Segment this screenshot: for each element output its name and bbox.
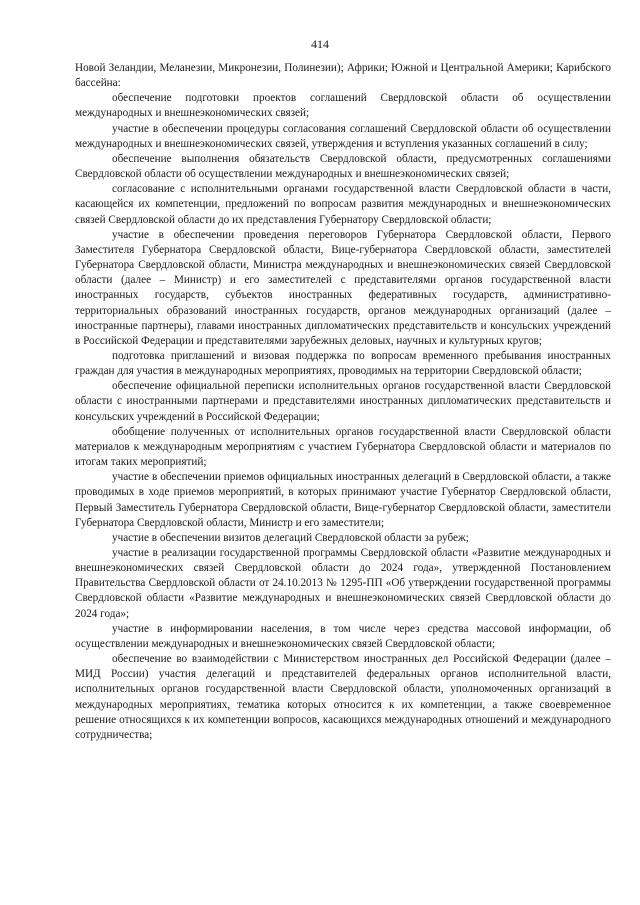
paragraph: участие в обеспечении визитов делегаций Свердловской области за рубеж; <box>112 531 469 544</box>
paragraph-continuation: Новой Зеландии, Меланезии, Микронезии, Полинезии); Африки; Южной и Центральной Америки; Карибского бассейна: <box>75 62 611 90</box>
paragraph: подготовка приглашений и визовая поддержка по вопросам временного пребывания иностранных граждан для участия в международных мероприятиях, проводимых на территории Свердловской области; <box>75 349 611 378</box>
paragraph: участие в информировании населения, в том числе через средства массовой информации, об осуществлении международных и внешнеэкономических связей Свердловской области; <box>75 622 611 650</box>
paragraph: обеспечение официальной переписки исполнительных органов государственной власти Свердловской области с иностранными партнерами и представителями иностранных дипломатических представительств и консульских учреждений в Российской Федерации; <box>75 380 611 423</box>
paragraph: обеспечение подготовки проектов соглашений Свердловской области об осуществлении международных и внешнеэкономических связей; <box>75 92 611 120</box>
page-number: 414 <box>311 37 329 51</box>
paragraph: согласование с исполнительными органами государственной власти Свердловской области в части, касающейся их компетенции, предложений по вопросам развития международных и внешнеэкономических связей Свердловской области до их представления Губернатору Свердловской области; <box>75 183 611 226</box>
paragraph: обеспечение выполнения обязательств Свердловской области, предусмотренных соглашениями Свердловской области об осуществлении международных и внешнеэкономических связей; <box>75 152 611 181</box>
paragraph: участие в реализации государственной программы Свердловской области «Развитие международных и внешнеэкономических связей Свердловской области до 2024 года», утвержденной Постановлением Правительства Свердловской области от 24.10.2013 № 1295-ПП «Об утверждении государственной программы Свердловской области «Развитие международных и внешнеэкономических связей Свердловской области до 2024 года»; <box>75 547 611 620</box>
paragraph: участие в обеспечении приемов официальных иностранных делегаций в Свердловской области, а также проводимых в ходе приемов мероприятий, в которых принимают участие Губернатор Свердловской области, Первый Заместитель Губернатора Свердловской области, Вице-губернатор Свердловской области, заместители Губернатора Свердловской области, Министр и его заместители; <box>75 471 611 529</box>
paragraph: обеспечение во взаимодействии с Министерством иностранных дел Российской Федерации (далее – МИД России) участия делегаций и представителей федеральных органов исполнительной власти, исполнительных органов государственной власти Свердловской области, уполномоченных организаций в международных мероприятиях, тематика которых относится к их компетенции, а также своевременное решение относящихся к их компетенции вопросов, касающихся международных отношений и международного сотрудничества; <box>75 653 611 741</box>
paragraph: обобщение полученных от исполнительных органов государственной власти Свердловской области материалов к международным мероприятиям с участием Губернатора Свердловской области и материалов по итогам таких мероприятий; <box>75 425 611 469</box>
paragraph: участие в обеспечении проведения переговоров Губернатора Свердловской области, Первого Заместителя Губернатора Свердловской области, Вице-губернатора Свердловской области, заместителей Губернатора Свердловской области, Министра международных и внешнеэкономических связей Свердловской области (далее – Министр) и его заместителей с представителями органов государственной власти иностранных государств, субъектов иностранных федеративных государств, административно-территориальных образований иностранных государств, органов международных организаций (далее – иностранные партнеры), главами иностранных дипломатических представительств и консульских учреждений в Российской Федерации и представителями зарубежных деловых, научных и культурных кругов; <box>75 228 611 347</box>
paragraph: участие в обеспечении процедуры согласования соглашений Свердловской области об осуществлении международных и внешнеэкономических связей, утверждения и вступления указанных соглашений в силу; <box>75 122 611 150</box>
document-body <box>75 61 611 743</box>
